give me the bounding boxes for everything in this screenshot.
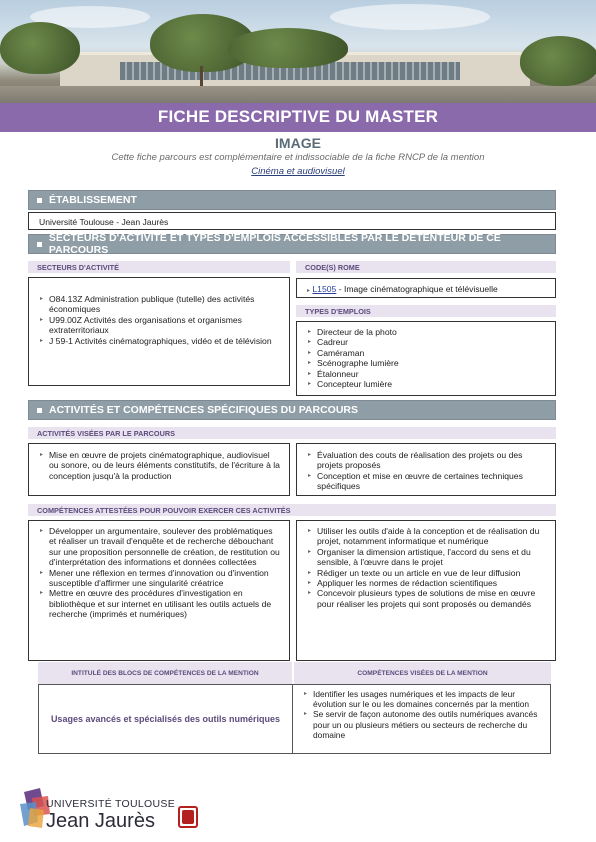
rome-subheader: CODE(S) ROME [296, 261, 556, 273]
section-title: ACTIVITÉS ET COMPÉTENCES SPÉCIFIQUES DU PARCOURS [49, 404, 359, 416]
competences-left-list [29, 521, 289, 624]
square-bullet-icon [37, 408, 42, 413]
footer-university-line2: Jean Jaurès [46, 810, 155, 832]
blocs-col2-header: COMPÉTENCES VISÉES DE LA MENTION [294, 662, 551, 684]
campus-banner-photo [0, 0, 596, 103]
secteurs-list [29, 278, 289, 350]
list-item: ▸ Cadreur [311, 337, 547, 347]
page-subtitle: IMAGE [275, 135, 321, 151]
rome-label: - Image cinématographique et télévisuelle [336, 284, 498, 294]
list-item: ▸ Directeur de la photo [311, 327, 547, 337]
list-item: ▸ Concepteur lumière [311, 379, 547, 389]
list-item: ▸ Évaluation des couts de réalisation des projets ou des projets proposés [311, 450, 547, 471]
list-item: ▸ Mettre en œuvre des procédures d'investigation en bibliothèque et sur internet en utilisant les outils actuels de recherche (imprimés et numériques) [43, 588, 281, 619]
emplois-box [296, 321, 556, 396]
list-item: ▸ Identifier les usages numériques et les impacts de leur évolution sur le ou les domaines concernés par la mention [307, 689, 542, 709]
list-item: ▸ Mener une réflexion en termes d'innovation ou d'invention susceptible d'affirmer une singularité créatrice [43, 568, 281, 589]
list-item: ▸ Utiliser les outils d'aide à la conception et de réalisation du projet, notamment informatique et numérique [311, 526, 547, 547]
competences-right-list [297, 521, 555, 613]
list-item: ▸ J 59-1 Activités cinématographiques, vidéo et de télévision [43, 336, 281, 346]
visees-left-list [29, 444, 289, 485]
list-item: ▸ U99.00Z Activités des organisations et organismes extraterritoriaux [43, 315, 281, 336]
intro-text: Cette fiche parcours est complémentaire et indissociable de la fiche RNCP de la mention [111, 152, 485, 163]
visees-right-list [297, 444, 555, 496]
list-item: ▸ Développer un argumentaire, soulever des problématiques et réaliser un travail d'enquête et de recherche débouchant sur une proposition personnelle de création, de restitution ou d'interprétation des informations et données collectées [43, 526, 281, 568]
list-item: ▸ Se servir de façon autonome des outils numériques avancés pour un ou plusieurs métiers ou secteurs de recherche du domaine [307, 709, 542, 740]
section-title: SECTEURS D'ACTIVITÉ ET TYPES D'EMPLOIS ACCESSIBLES PAR LE DÉTENTEUR DE CE PARCOURS [48, 232, 501, 256]
secteurs-box [28, 277, 290, 386]
rome-code-link[interactable]: L1505 [312, 284, 337, 294]
list-item: ▸ O84.13Z Administration publique (tutelle) des activités économiques [43, 294, 281, 315]
blocs-row-items-cell [292, 684, 551, 754]
section-secteurs [28, 234, 556, 254]
blocs-col1-header: INTITULÉ DES BLOCS DE COMPÉTENCES DE LA MENTION [38, 662, 292, 684]
list-item: ▸ Mise en œuvre de projets cinématographique, audiovisuel ou sonore, ou de leurs éléments constitutifs, de l'écriture à la conception jusqu'à la production [43, 450, 281, 481]
section-title: ÉTABLISSEMENT [49, 194, 137, 206]
list-item: ▸ Conception et mise en œuvre de certaines techniques spécifiques [311, 471, 547, 492]
mention-link[interactable]: Cinéma et audiovisuel [251, 166, 345, 177]
emplois-list [297, 322, 555, 393]
visees-left-box [28, 443, 290, 496]
competences-left-box [28, 520, 290, 661]
rome-box [296, 278, 556, 298]
secteurs-subheader: SECTEURS D'ACTIVITÉ [28, 261, 290, 273]
competences-right-box [296, 520, 556, 661]
list-item: ▸ Appliquer les normes de rédaction scientifiques [311, 578, 547, 588]
bloc-title: Usages avancés et spécialisés des outils numériques [50, 714, 281, 724]
competences-subheader: COMPÉTENCES ATTESTÉES POUR POUVOIR EXERCER CES ACTIVITÉS [28, 504, 556, 516]
etablissement-name: Université Toulouse - Jean Jaurès [28, 212, 556, 230]
list-item: ▸ Organiser la dimension artistique, l'accord du sens et du sensible, à l'œuvre dans le projet [311, 547, 547, 568]
arrow-bullet-icon: ▸ [307, 288, 311, 294]
seal-icon [178, 806, 198, 828]
bloc-competences-list [293, 685, 550, 744]
square-bullet-icon [37, 198, 42, 203]
section-etablissement [28, 190, 556, 210]
square-bullet-icon [37, 242, 42, 247]
section-activites [28, 400, 556, 420]
emplois-subheader: TYPES D'EMPLOIS [296, 305, 556, 317]
activites-visees-subheader: ACTIVITÉS VISÉES PAR LE PARCOURS [28, 427, 556, 439]
visees-right-box [296, 443, 556, 496]
page-title: FICHE DESCRIPTIVE DU MASTER [157, 107, 439, 126]
list-item: ▸ Rédiger un texte ou un article en vue de leur diffusion [311, 568, 547, 578]
list-item: ▸ Concevoir plusieurs types de solutions de mise en œuvre pour réaliser les projets qui sont proposés ou demandés [311, 588, 547, 609]
list-item: ▸ Scénographe lumière [311, 358, 547, 368]
footer-university-line1: UNIVERSITÉ TOULOUSE [46, 798, 176, 810]
blocs-row-title-cell [38, 684, 293, 754]
list-item: ▸ Caméraman [311, 348, 547, 358]
list-item: ▸ Étalonneur [311, 369, 547, 379]
